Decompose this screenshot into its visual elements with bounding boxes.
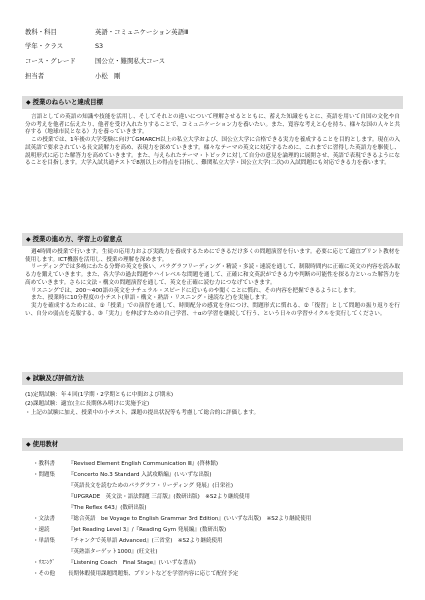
evaluation-line: ・上記の試験に加え、授業中の小テスト、課題の提出状況等も考慮して総合的に評価します。 [25,410,260,416]
diamond-icon: ◆ [26,236,31,243]
material-label: ・速読 [33,527,50,533]
goals-section-title: ◆ 授業のねらいと達成目標 [22,96,403,109]
goals-paragraph: この授業では、1年後の大学受験に向けてGMARCH以上の私立大学および、国公立大学に合格できる実力を養成することを目的とします。現在の入試英語で要求されている長文読解力を高め、表現力を深めていきます。様々なテーマの英文に対応するために、これまでに習得した英語力を駆使し、説明形式に応じた解答力を高めていきます。また、与えられたテーマ・トピックに対して自分の意見を論理的に展開させ、英語で表現できるようになることを目指します。大学入試共通テストで8割以上の得点を目指し、難関私立大学・国公立大学(二次)の入試問題にも対応できる力を養います。 [25,137,400,167]
material-label: ・単語集 [33,538,56,544]
diamond-icon: ◆ [26,441,31,448]
evaluation-line: (1)定期試験：年４回(1学期・2学期ともに中間および期末) [25,392,174,398]
method-paragraph: また、授業時に10分程度の小テスト(単語・構文・熟語・リスニング・速読など)を実施します。 [31,295,271,302]
goals-text [25,114,400,168]
material-label: ・ﾘｽﾆﾝｸﾞ [33,560,56,566]
material-value: 『Revised Element English Communication Ⅲ』(啓林館) [68,461,219,467]
method-section-title: ◆ 授業の進め方、学習上の留意点 [22,233,403,246]
course-value: 国公立・難関私大コース [95,57,165,65]
subject-value: 英語・コミュニケーション英語Ⅲ [95,28,189,36]
material-value: 『The Reflex 643』(数研出版) [68,505,147,511]
materials-section-title: ◆ 使用教材 [22,438,403,451]
evaluation-section-title: ◆ 試験及び評価方法 [22,372,403,385]
material-value: 『総合英語 be Voyage to English Grammar 3rd Edition』(いいずな出版) ※S2より継続使用 [68,516,312,522]
method-paragraph: 実力を確成するためには、①「授業」での演習を通して、時間配分の感覚を身につけ、問題形式に慣れる、②「復習」として問題の振り返りを行い、自分の弱点を克服する、③「実力」を伸ばすための自己学習、＋αの学習を継続して行う、という日々の学習サイクルを実行してください。 [25,302,400,317]
material-label: ・教科書 [33,461,56,467]
goals-paragraph: 言語としての英語の知識や技能を活用し、そしてそれとの違いについて理解させるとともに、蓄えた知識をもとに、英語を用いて自国の文化や自分の考えを他者に伝えたり、他者を受け入れたりすることで、コミュニケーション力を養いたい。また、寛容な考えと心を持ち、様々な国の人々と共存する（地球市民となる）力を養っていきます。 [25,114,400,136]
method-paragraph: リスニングでは、200〜400語の英文をナチュラル・スピードに近いものや聞くことに慣れ、その内容を把握できるようにします。 [31,287,360,294]
material-value: 『Concerto No.3 Standard 入試攻略編』(いいずな出版) [68,472,212,478]
method-paragraph: 週4時間の授業で行います。生徒の応用力および実践力を養成するためにできるだけ多くの問題演習を行います。必要に応じて適宜プリント教材を使用します。ICT機器を活用し、授業の理解を深めます。 [25,249,400,263]
material-label: ・その他 [33,571,56,577]
grade-value: S3 [95,42,104,50]
subject-label: 教科・科目 [25,28,57,36]
teacher-label: 担当者 [25,72,45,80]
evaluation-line: (2)課題試験：適宜(主に長期休み明けに実施予定) [25,401,150,407]
course-label: コース・グレード [25,57,76,65]
method-text [25,249,400,318]
material-value: 『Listening Coach Final Stage』(いいずな書店) [68,560,196,566]
material-label: ・問題集 [33,472,56,478]
material-value: 『チャンクで英単語 Advanced』(三省堂) ※S2より継続使用 [68,538,223,544]
diamond-icon: ◆ [26,99,31,106]
material-value: 長期休暇使用課題問題集、プリントなどを学習内容に応じて配付予定 [68,571,239,577]
grade-label: 学年・クラス [25,42,64,50]
diamond-icon: ◆ [26,375,31,382]
material-value: 『英語長文を読むためのパラグラフ・リーディング 発展』(日栄社) [68,483,233,489]
material-label: ・文法書 [33,516,56,522]
material-value: 『英熟語ターゲット1000』(旺文社) [68,549,158,555]
teacher-value: 小松 剛 [95,72,121,80]
method-paragraph: リーディングでは多岐にわたる分野の英文を扱い、パラグラフリーディング・精読・多読・速読を通して、制限時間内に正確に英文の内容を読み取る力を鍛えていきます。また、各大学の過去問題やハイレベルな問題を通して、正確に和文英訳ができる力や判断の可能性を探る力といった解答力を高めていきます。さらに文法・構文の問題演習を通して、英文を正確に読む力につなげていきます。 [25,264,400,286]
material-value: 『UPGRADE 英文法・語法問題 三訂版』(数研出版) ※S2より継続使用 [68,494,250,500]
material-value: 『Jet Reading Level 3』/『Reading Gym 発展編』(数研出版) [68,527,227,533]
